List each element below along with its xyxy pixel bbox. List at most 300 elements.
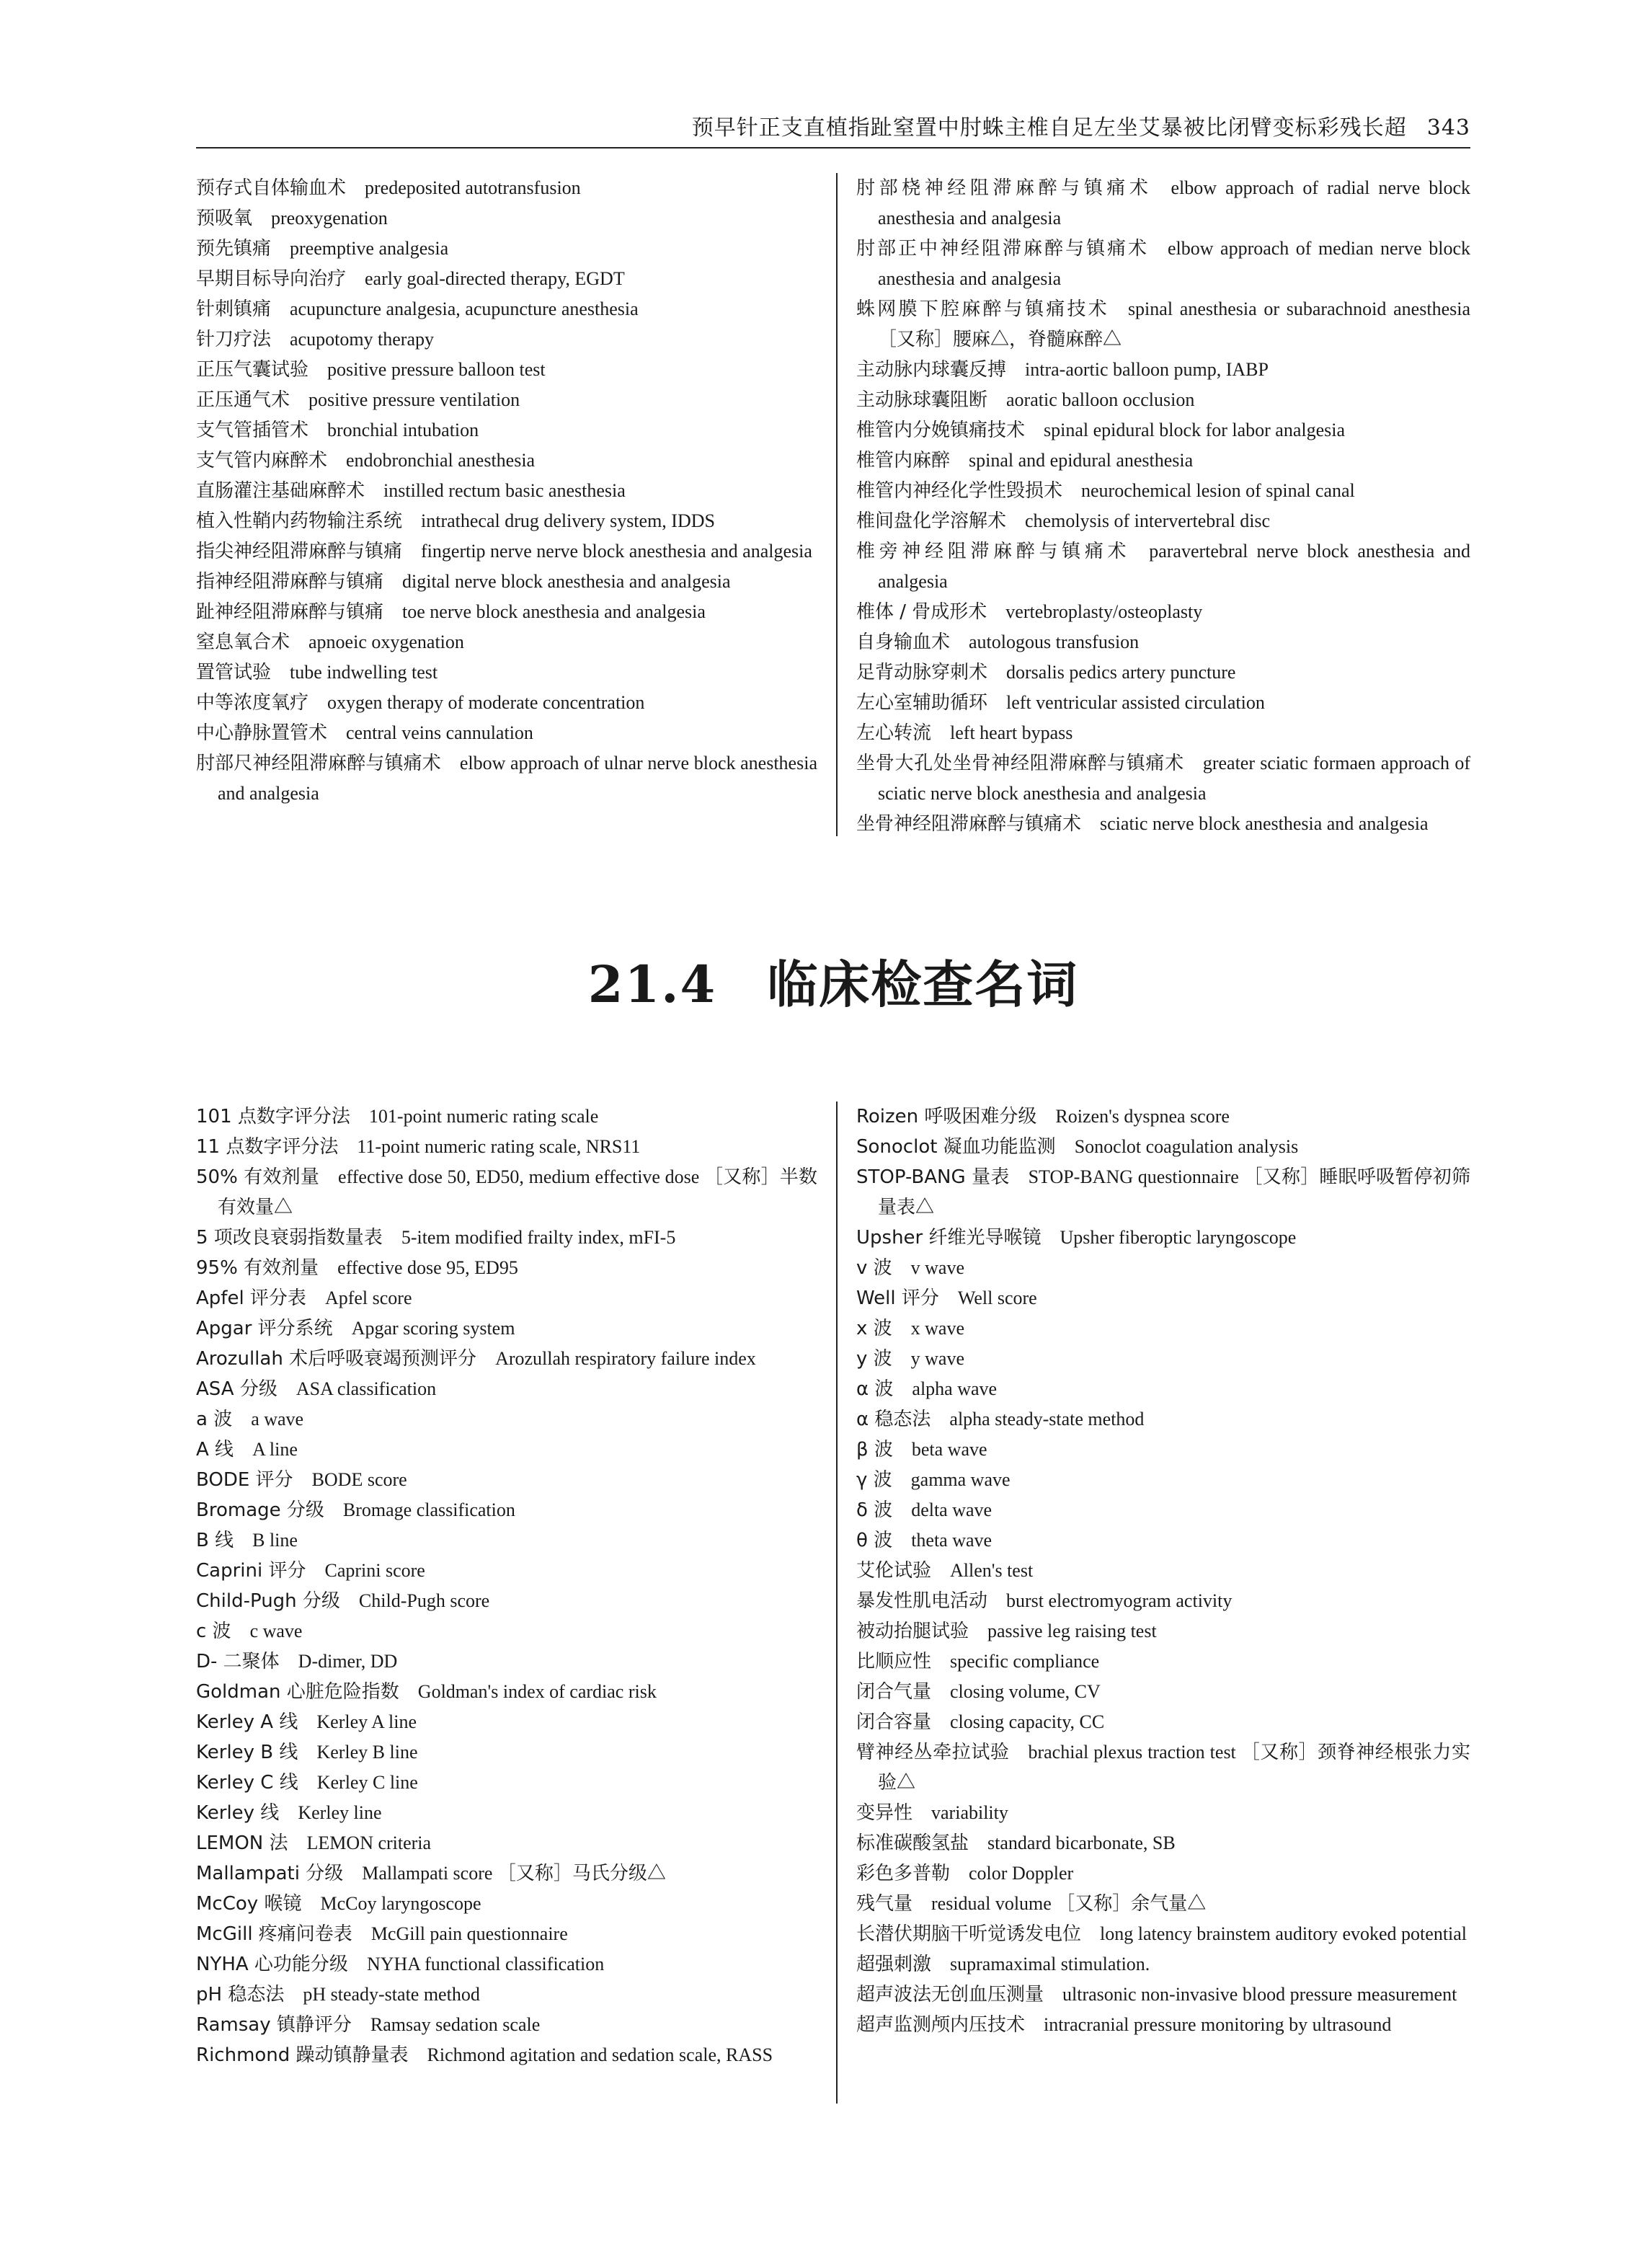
term-english: vertebroplasty/osteoplasty xyxy=(1005,601,1203,622)
term-chinese: α 稳态法 xyxy=(856,1409,931,1430)
term-chinese: 椎管内分娩镇痛技术 xyxy=(856,420,1026,441)
term-chinese: Arozullah 术后呼吸衰竭预测评分 xyxy=(196,1348,477,1370)
term-english: Richmond agitation and sedation scale, RASS xyxy=(427,2044,773,2065)
glossary-entry xyxy=(856,1677,1470,1707)
term-english: toe nerve block anesthesia and analgesia xyxy=(402,601,706,622)
term-english: Bromage classification xyxy=(342,1499,515,1520)
term-english: spinal anesthesia or subarachnoid anesthesia ［又称］腰麻△，脊髓麻醉△ xyxy=(878,298,1470,350)
term-chinese: 趾神经阻滞麻醉与镇痛 xyxy=(196,601,384,623)
term-english: Kerley B line xyxy=(316,1742,418,1763)
term-chinese: Kerley B 线 xyxy=(196,1742,298,1763)
term-chinese: 95% 有效剂量 xyxy=(196,1257,319,1279)
glossary-entry xyxy=(856,597,1470,627)
glossary-entry xyxy=(196,688,817,718)
term-english: x wave xyxy=(910,1318,965,1339)
term-english: supramaximal stimulation. xyxy=(950,1954,1150,1974)
term-english: tube indwelling test xyxy=(290,662,438,683)
term-english: v wave xyxy=(910,1257,965,1278)
term-english: Apfel score xyxy=(324,1287,412,1308)
term-chinese: 蛛网膜下腔麻醉与镇痛技术 xyxy=(856,298,1109,320)
glossary-entry xyxy=(196,627,817,657)
term-english: color Doppler xyxy=(969,1863,1074,1884)
term-chinese: pH 稳态法 xyxy=(196,1984,285,2005)
term-chinese: y 波 xyxy=(856,1348,892,1370)
term-chinese: γ 波 xyxy=(856,1469,892,1491)
glossary-entry xyxy=(196,1616,817,1646)
glossary-entry xyxy=(856,1283,1470,1313)
term-chinese: Caprini 评分 xyxy=(196,1560,306,1582)
column-divider xyxy=(836,1102,838,2104)
glossary-entry xyxy=(856,1253,1470,1283)
term-chinese: 肘部尺神经阻滞麻醉与镇痛术 xyxy=(196,753,441,774)
term-chinese: 椎管内麻醉 xyxy=(856,450,951,471)
term-chinese: Bromage 分级 xyxy=(196,1499,324,1521)
term-english: sciatic nerve block anesthesia and analgesia xyxy=(1100,813,1429,834)
term-english: elbow approach of radial nerve block anesthesia and analgesia xyxy=(878,177,1470,229)
term-english: alpha wave xyxy=(912,1378,998,1399)
term-chinese: 超强刺激 xyxy=(856,1954,932,1975)
term-chinese: Mallampati 分级 xyxy=(196,1863,344,1884)
term-chinese: ASA 分级 xyxy=(196,1378,277,1400)
term-english: Arozullah respiratory failure index xyxy=(495,1348,756,1369)
term-english: positive pressure balloon test xyxy=(327,359,546,380)
term-english: A line xyxy=(252,1439,298,1460)
term-english: Kerley C line xyxy=(316,1772,418,1793)
term-english: McGill pain questionnaire xyxy=(370,1923,568,1944)
term-chinese: Kerley C 线 xyxy=(196,1772,298,1794)
glossary-entry xyxy=(196,385,817,415)
term-chinese: 11 点数字评分法 xyxy=(196,1136,339,1158)
glossary-entry xyxy=(856,627,1470,657)
term-chinese: 长潜伏期脑干听觉诱发电位 xyxy=(856,1923,1082,1945)
term-english: Well score xyxy=(957,1287,1037,1308)
term-english: Kerley A line xyxy=(316,1711,417,1732)
glossary-entry xyxy=(856,1374,1470,1404)
term-chinese: 闭合容量 xyxy=(856,1711,932,1733)
term-english: elbow approach of median nerve block anesthesia and analgesia xyxy=(878,238,1470,289)
glossary-entry xyxy=(856,1132,1470,1162)
term-english: effective dose 50, ED50, medium effective dose ［又称］半数有效量△ xyxy=(218,1166,817,1218)
glossary-entry xyxy=(856,1435,1470,1465)
term-english: acupuncture analgesia, acupuncture anesthesia xyxy=(290,298,639,319)
term-chinese: 臂神经丛牵拉试验 xyxy=(856,1742,1010,1763)
glossary-entry xyxy=(196,1313,817,1344)
term-chinese: 直肠灌注基础麻醉术 xyxy=(196,480,365,502)
term-english: elbow approach of ulnar nerve block anesthesia and analgesia xyxy=(218,753,817,804)
term-chinese: 置管试验 xyxy=(196,662,272,683)
term-chinese: 超声监测颅内压技术 xyxy=(856,2014,1026,2036)
term-chinese: β 波 xyxy=(856,1439,893,1460)
glossary-entry xyxy=(196,1253,817,1283)
glossary-entry xyxy=(196,657,817,688)
term-english: alpha steady-state method xyxy=(949,1409,1145,1430)
glossary-entry xyxy=(856,657,1470,688)
term-english: Sonoclot coagulation analysis xyxy=(1074,1136,1299,1157)
term-english: Allen's test xyxy=(950,1560,1034,1581)
term-english: greater sciatic formaen approach of sciatic nerve block anesthesia and analgesia xyxy=(878,753,1470,804)
term-english: closing volume, CV xyxy=(950,1681,1101,1702)
term-english: preemptive analgesia xyxy=(290,238,449,259)
term-english: B line xyxy=(252,1530,298,1551)
term-english: c wave xyxy=(249,1621,303,1641)
term-chinese: 残气量 xyxy=(856,1893,913,1915)
term-english: paravertebral nerve block anesthesia and analgesia xyxy=(878,541,1470,592)
term-chinese: 自身输血术 xyxy=(856,631,951,653)
term-chinese: NYHA 心功能分级 xyxy=(196,1954,348,1975)
term-english: positive pressure ventilation xyxy=(308,389,520,410)
term-chinese: 艾伦试验 xyxy=(856,1560,932,1582)
column-divider xyxy=(836,173,838,836)
term-chinese: 椎旁神经阻滞麻醉与镇痛术 xyxy=(856,541,1131,562)
term-chinese: 指尖神经阻滞麻醉与镇痛 xyxy=(196,541,403,562)
term-english: ASA classification xyxy=(296,1378,437,1399)
term-chinese: 5 项改良衰弱指数量表 xyxy=(196,1227,383,1249)
glossary-entry xyxy=(856,1737,1470,1798)
term-chinese: 正压气囊试验 xyxy=(196,359,309,381)
term-english: 101-point numeric rating scale xyxy=(368,1106,599,1127)
glossary-entry xyxy=(856,385,1470,415)
glossary-entry xyxy=(196,1677,817,1707)
glossary-entry xyxy=(196,1556,817,1586)
term-chinese: 闭合气量 xyxy=(856,1681,932,1703)
term-chinese: 变异性 xyxy=(856,1802,913,1824)
term-english: D-dimer, DD xyxy=(298,1651,398,1672)
term-chinese: Goldman 心脏危险指数 xyxy=(196,1681,399,1703)
term-chinese: 暴发性肌电活动 xyxy=(856,1590,988,1612)
glossary-entry xyxy=(196,1132,817,1162)
term-english: Goldman's index of cardiac risk xyxy=(417,1681,657,1702)
term-chinese: 坐骨大孔处坐骨神经阻滞麻醉与镇痛术 xyxy=(856,753,1184,774)
glossary-entry xyxy=(196,597,817,627)
term-chinese: 预先镇痛 xyxy=(196,238,272,260)
term-chinese: 针刀疗法 xyxy=(196,329,272,350)
term-english: dorsalis pedics artery puncture xyxy=(1006,662,1236,683)
glossary-entry xyxy=(856,1707,1470,1737)
term-chinese: 支气管内麻醉术 xyxy=(196,450,328,471)
term-english: bronchial intubation xyxy=(327,420,479,440)
term-english: standard bicarbonate, SB xyxy=(987,1832,1176,1853)
term-chinese: McCoy 喉镜 xyxy=(196,1893,302,1915)
header-text xyxy=(692,110,1470,141)
glossary-column-right xyxy=(856,173,1470,839)
term-chinese: 左心室辅助循环 xyxy=(856,692,988,714)
glossary-entry xyxy=(856,718,1470,748)
glossary-entry xyxy=(856,1556,1470,1586)
term-chinese: 中心静脉置管术 xyxy=(196,722,328,744)
term-english: 5-item modified frailty index, mFI-5 xyxy=(401,1227,676,1248)
glossary-entry xyxy=(196,1858,817,1889)
glossary-entry xyxy=(856,1616,1470,1646)
term-english: aoratic balloon occlusion xyxy=(1006,389,1195,410)
glossary-entry xyxy=(856,748,1470,809)
glossary-entry xyxy=(856,446,1470,476)
glossary-entry xyxy=(196,355,817,385)
glossary-entry xyxy=(196,1798,817,1828)
term-chinese: 支气管插管术 xyxy=(196,420,309,441)
term-english: acupotomy therapy xyxy=(290,329,435,350)
glossary-entry xyxy=(856,506,1470,536)
glossary-entry xyxy=(196,415,817,446)
glossary-entry xyxy=(196,324,817,355)
glossary-entry xyxy=(856,1858,1470,1889)
glossary-section-top xyxy=(196,173,1470,842)
term-english: predeposited autotransfusion xyxy=(365,177,581,198)
term-chinese: D- 二聚体 xyxy=(196,1651,280,1672)
glossary-entry xyxy=(856,1223,1470,1253)
glossary-entry xyxy=(856,1313,1470,1344)
term-english: BODE score xyxy=(311,1469,407,1490)
glossary-entry xyxy=(196,1374,817,1404)
glossary-entry xyxy=(856,1162,1470,1223)
glossary-entry xyxy=(196,203,817,234)
glossary-column-left xyxy=(196,1102,817,2070)
term-chinese: LEMON 法 xyxy=(196,1832,288,1854)
glossary-entry xyxy=(856,1646,1470,1677)
glossary-entry xyxy=(196,1768,817,1798)
term-chinese: 肘部桡神经阻滞麻醉与镇痛术 xyxy=(856,177,1153,199)
term-english: specific compliance xyxy=(950,1651,1100,1672)
term-chinese: Richmond 躁动镇静量表 xyxy=(196,2044,409,2066)
glossary-entry xyxy=(196,1980,817,2010)
term-chinese: a 波 xyxy=(196,1409,233,1430)
glossary-entry xyxy=(856,355,1470,385)
term-chinese: Apgar 评分系统 xyxy=(196,1318,333,1339)
term-chinese: x 波 xyxy=(856,1318,892,1339)
glossary-entry xyxy=(196,1162,817,1223)
term-english: left heart bypass xyxy=(950,722,1073,743)
term-english: LEMON criteria xyxy=(306,1832,432,1853)
glossary-entry xyxy=(856,1889,1470,1919)
term-chinese: Apfel 评分表 xyxy=(196,1287,306,1309)
term-chinese: 101 点数字评分法 xyxy=(196,1106,350,1127)
term-english: brachial plexus traction test ［又称］颈脊神经根张力实验△ xyxy=(878,1742,1470,1793)
term-english: long latency brainstem auditory evoked potential xyxy=(1100,1923,1467,1944)
glossary-entry xyxy=(856,1404,1470,1435)
term-english: ultrasonic non-invasive blood pressure measurement xyxy=(1062,1984,1457,2005)
term-english: 11-point numeric rating scale, NRS11 xyxy=(357,1136,641,1157)
term-english: endobronchial anesthesia xyxy=(346,450,536,471)
term-chinese: α 波 xyxy=(856,1378,894,1400)
glossary-entry xyxy=(196,294,817,324)
term-chinese: 主动脉球囊阻断 xyxy=(856,389,988,411)
glossary-entry xyxy=(196,173,817,203)
running-header xyxy=(196,107,1470,149)
term-english: fingertip nerve nerve block anesthesia and analgesia xyxy=(421,541,812,562)
glossary-column-left xyxy=(196,173,817,809)
term-english: left ventricular assisted circulation xyxy=(1006,692,1265,713)
term-english: STOP-BANG questionnaire ［又称］睡眠呼吸暂停初筛量表△ xyxy=(878,1166,1470,1218)
glossary-entry xyxy=(196,1737,817,1768)
glossary-entry xyxy=(196,264,817,294)
term-english: chemolysis of intervertebral disc xyxy=(1025,510,1271,531)
term-english: digital nerve block anesthesia and analgesia xyxy=(402,571,731,592)
glossary-entry xyxy=(196,1525,817,1556)
term-chinese: v 波 xyxy=(856,1257,892,1279)
glossary-entry xyxy=(196,446,817,476)
term-chinese: 坐骨神经阻滞麻醉与镇痛术 xyxy=(856,813,1082,835)
term-english: Kerley line xyxy=(298,1802,382,1823)
term-english: spinal and epidural anesthesia xyxy=(969,450,1194,471)
term-chinese: 中等浓度氧疗 xyxy=(196,692,309,714)
term-chinese: 50% 有效剂量 xyxy=(196,1166,320,1188)
term-english: oxygen therapy of moderate concentration xyxy=(327,692,645,713)
term-chinese: Upsher 纤维光导喉镜 xyxy=(856,1227,1042,1249)
term-chinese: Child-Pugh 分级 xyxy=(196,1590,340,1612)
glossary-entry xyxy=(856,536,1470,597)
glossary-entry xyxy=(856,1798,1470,1828)
glossary-entry xyxy=(856,688,1470,718)
glossary-entry xyxy=(196,1344,817,1374)
term-chinese: Roizen 呼吸困难分级 xyxy=(856,1106,1037,1127)
glossary-entry xyxy=(196,1223,817,1253)
term-chinese: 比顺应性 xyxy=(856,1651,932,1672)
header-keywords: 预早针正支直植指趾窒置中肘蛛主椎自足左坐艾暴被比闭臂变标彩残长超 xyxy=(691,115,1407,141)
term-chinese: θ 波 xyxy=(856,1530,893,1551)
term-chinese: 标准碳酸氢盐 xyxy=(856,1832,969,1854)
term-english: instilled rectum basic anesthesia xyxy=(383,480,626,501)
term-chinese: 正压通气术 xyxy=(196,389,290,411)
term-english: Upsher fiberoptic laryngoscope xyxy=(1060,1227,1297,1248)
glossary-entry xyxy=(196,2040,817,2070)
glossary-entry xyxy=(196,1495,817,1525)
term-english: NYHA functional classification xyxy=(366,1954,605,1974)
term-english: intrathecal drug delivery system, IDDS xyxy=(421,510,715,531)
glossary-entry xyxy=(196,718,817,748)
term-chinese: 预吸氧 xyxy=(196,208,253,229)
term-english: burst electromyogram activity xyxy=(1006,1590,1233,1611)
term-chinese: A 线 xyxy=(196,1439,234,1460)
term-chinese: 主动脉内球囊反搏 xyxy=(856,359,1007,381)
glossary-entry xyxy=(196,1949,817,1980)
term-english: delta wave xyxy=(911,1499,992,1520)
term-chinese: B 线 xyxy=(196,1530,234,1551)
term-english: variability xyxy=(931,1802,1008,1823)
term-english: neurochemical lesion of spinal canal xyxy=(1081,480,1355,501)
glossary-entry xyxy=(856,1828,1470,1858)
glossary-entry xyxy=(856,809,1470,839)
glossary-entry xyxy=(856,294,1470,355)
glossary-entry xyxy=(856,476,1470,506)
term-chinese: Well 评分 xyxy=(856,1287,939,1309)
term-chinese: 被动抬腿试验 xyxy=(856,1621,969,1642)
term-english: early goal-directed therapy, EGDT xyxy=(365,268,625,289)
term-english: effective dose 95, ED95 xyxy=(337,1257,518,1278)
term-chinese: 窒息氧合术 xyxy=(196,631,290,653)
term-english: intra-aortic balloon pump, IABP xyxy=(1025,359,1269,380)
term-english: y wave xyxy=(910,1348,965,1369)
term-chinese: Kerley 线 xyxy=(196,1802,280,1824)
glossary-entry xyxy=(856,1586,1470,1616)
glossary-entry xyxy=(196,1919,817,1949)
term-chinese: 超声波法无创血压测量 xyxy=(856,1984,1044,2005)
term-chinese: 足背动脉穿刺术 xyxy=(856,662,988,683)
term-english: passive leg raising test xyxy=(987,1621,1157,1641)
glossary-entry xyxy=(856,1980,1470,2010)
glossary-entry xyxy=(196,1889,817,1919)
term-english: preoxygenation xyxy=(271,208,388,229)
term-english: spinal epidural block for labor analgesia xyxy=(1044,420,1346,440)
term-chinese: STOP-BANG 量表 xyxy=(856,1166,1010,1188)
page-number: 343 xyxy=(1426,115,1470,141)
term-english: pH steady-state method xyxy=(303,1984,480,2005)
glossary-entry xyxy=(856,2010,1470,2040)
glossary-entry xyxy=(856,1344,1470,1374)
term-english: beta wave xyxy=(911,1439,987,1460)
term-chinese: Ramsay 镇静评分 xyxy=(196,2014,352,2036)
glossary-entry xyxy=(856,1525,1470,1556)
term-english: autologous transfusion xyxy=(969,631,1140,652)
term-chinese: 椎体 / 骨成形术 xyxy=(856,601,987,623)
term-chinese: 肘部正中神经阻滞麻醉与镇痛术 xyxy=(856,238,1149,260)
glossary-entry xyxy=(856,1495,1470,1525)
glossary-entry xyxy=(196,506,817,536)
glossary-entry xyxy=(196,567,817,597)
section-heading xyxy=(196,944,1470,1017)
term-chinese: 椎管内神经化学性毁损术 xyxy=(856,480,1063,502)
term-chinese: 预存式自体输血术 xyxy=(196,177,347,199)
glossary-entry xyxy=(196,1646,817,1677)
term-chinese: c 波 xyxy=(196,1621,231,1642)
glossary-entry xyxy=(196,1404,817,1435)
glossary-entry xyxy=(856,415,1470,446)
section-number: 21.4 xyxy=(587,954,717,1014)
glossary-entry xyxy=(856,1919,1470,1949)
term-english: closing capacity, CC xyxy=(950,1711,1105,1732)
glossary-entry xyxy=(196,1828,817,1858)
term-chinese: 植入性鞘内药物输注系统 xyxy=(196,510,403,532)
section-title: 临床检查名词 xyxy=(767,954,1079,1014)
glossary-entry xyxy=(196,1586,817,1616)
glossary-entry xyxy=(856,1102,1470,1132)
glossary-entry xyxy=(856,1465,1470,1495)
glossary-entry xyxy=(196,1435,817,1465)
term-chinese: McGill 疼痛问卷表 xyxy=(196,1923,352,1945)
term-chinese: 彩色多普勒 xyxy=(856,1863,951,1884)
term-chinese: Kerley A 线 xyxy=(196,1711,298,1733)
glossary-column-right xyxy=(856,1102,1470,2040)
glossary-entry xyxy=(196,536,817,567)
term-english: McCoy laryngoscope xyxy=(320,1893,481,1914)
glossary-entry xyxy=(196,748,817,809)
term-chinese: Sonoclot 凝血功能监测 xyxy=(856,1136,1056,1158)
glossary-entry xyxy=(196,234,817,264)
term-english: central veins cannulation xyxy=(346,722,533,743)
glossary-entry xyxy=(196,1465,817,1495)
term-english: residual volume ［又称］余气量△ xyxy=(931,1893,1207,1914)
glossary-entry xyxy=(856,234,1470,294)
term-english: gamma wave xyxy=(910,1469,1011,1490)
term-chinese: 椎间盘化学溶解术 xyxy=(856,510,1007,532)
term-english: a wave xyxy=(251,1409,304,1430)
term-chinese: 指神经阻滞麻醉与镇痛 xyxy=(196,571,384,593)
glossary-section-bottom xyxy=(196,1102,1470,2111)
glossary-entry xyxy=(856,1949,1470,1980)
term-english: Apgar scoring system xyxy=(351,1318,515,1339)
term-english: Caprini score xyxy=(324,1560,425,1581)
term-chinese: 左心转流 xyxy=(856,722,932,744)
glossary-entry xyxy=(196,2010,817,2040)
term-english: theta wave xyxy=(911,1530,992,1551)
term-english: Mallampati score ［又称］马氏分级△ xyxy=(362,1863,666,1884)
glossary-entry xyxy=(196,1102,817,1132)
term-chinese: 针刺镇痛 xyxy=(196,298,272,320)
term-english: apnoeic oxygenation xyxy=(308,631,464,652)
term-chinese: BODE 评分 xyxy=(196,1469,293,1491)
glossary-entry xyxy=(196,1707,817,1737)
glossary-entry xyxy=(196,476,817,506)
term-english: Roizen's dyspnea score xyxy=(1055,1106,1230,1127)
term-english: Child-Pugh score xyxy=(358,1590,490,1611)
